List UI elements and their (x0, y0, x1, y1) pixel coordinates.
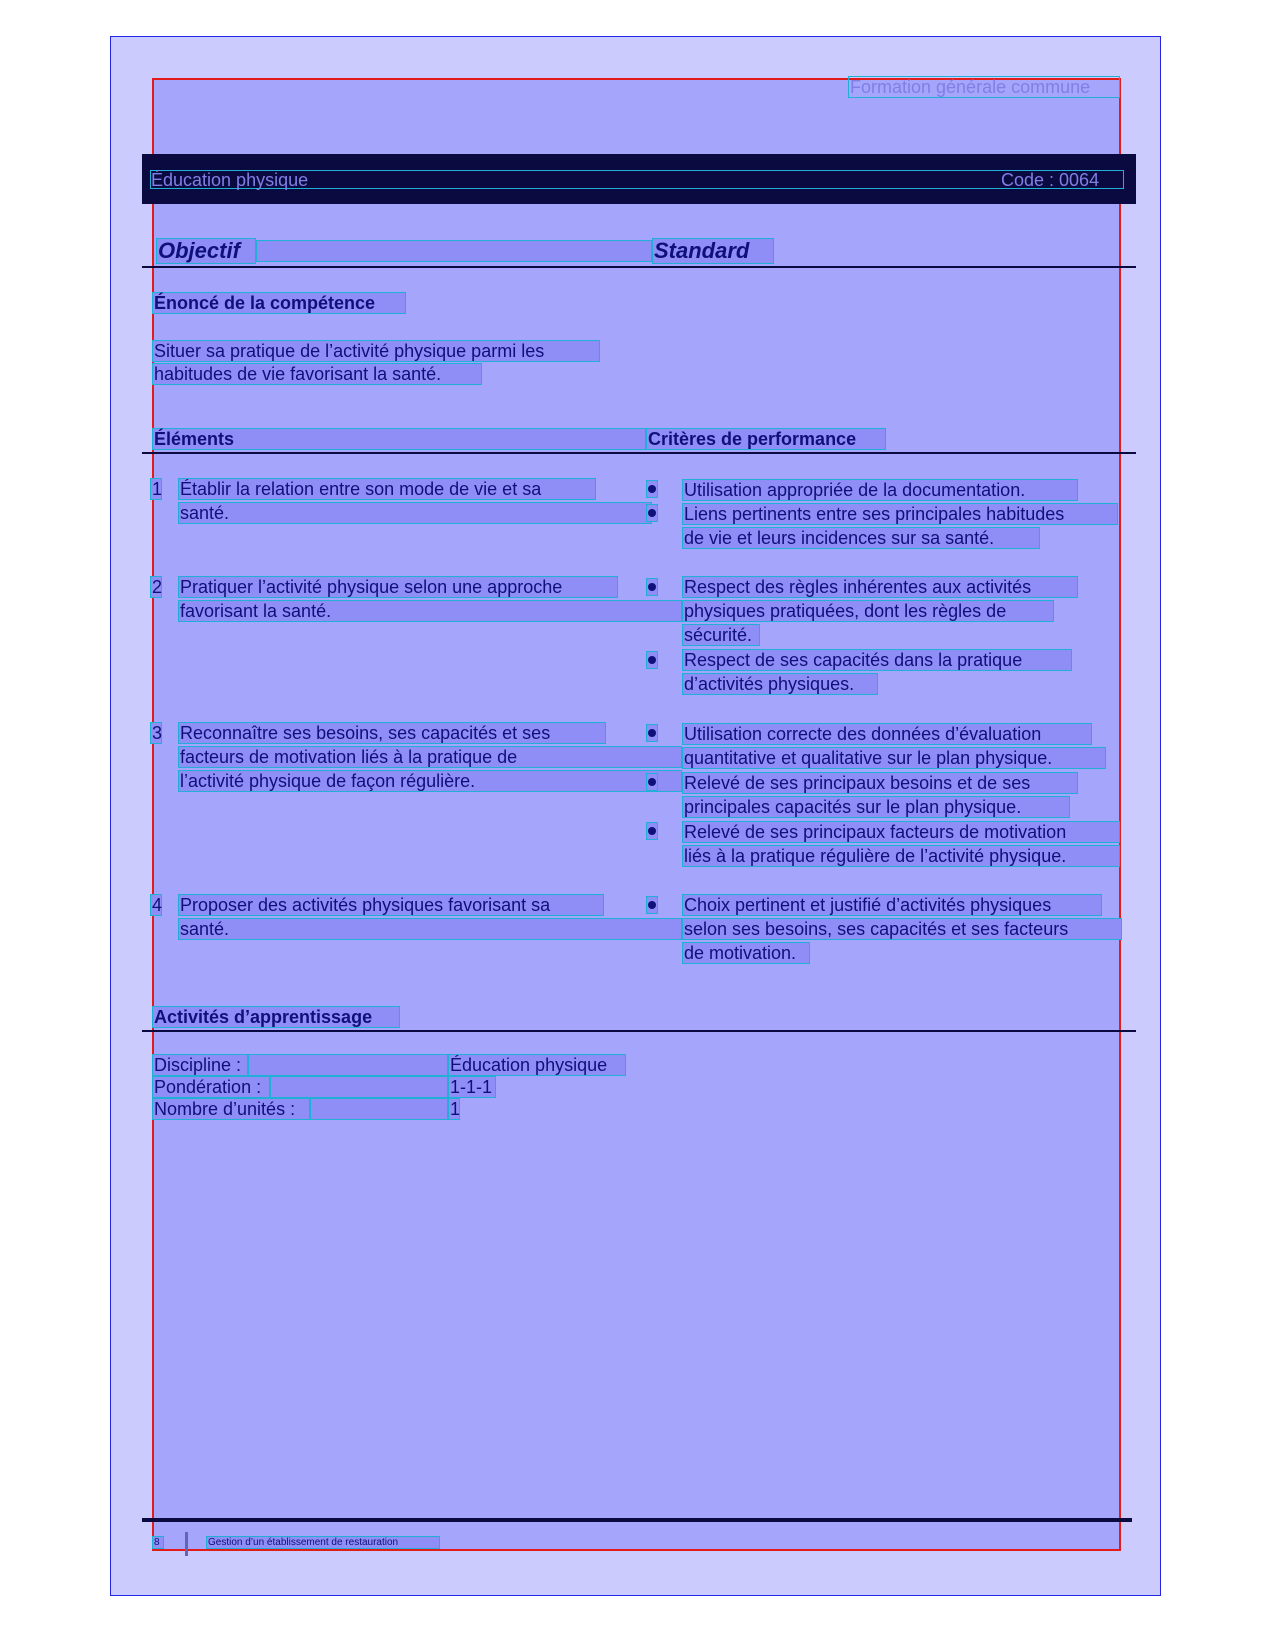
criterion-text: de motivation. (682, 942, 810, 964)
bullet-icon (648, 729, 656, 737)
activity-value: 1 (450, 1099, 461, 1119)
label-spacer (248, 1054, 448, 1076)
element-text: Établir la relation entre son mode de vie et sa (178, 478, 596, 500)
activity-label: Discipline : (152, 1054, 248, 1076)
criterion-text: selon ses besoins, ses capacités et ses facteurs (682, 918, 1122, 940)
bullet-icon (648, 778, 656, 786)
criterion-text: Respect des règles inhérentes aux activités (682, 576, 1078, 598)
element-text: Proposer des activités physiques favorisant sa (178, 894, 604, 916)
label-spacer (270, 1076, 448, 1098)
bullet-icon (648, 509, 656, 517)
activities-heading: Activités d’apprentissage (152, 1006, 400, 1028)
criterion-text: Relevé de ses principaux besoins et de ses (682, 772, 1078, 794)
heading-spacer (256, 240, 652, 262)
footer-separator (185, 1532, 188, 1556)
bullet-icon (648, 485, 656, 493)
element-text: Pratiquer l’activité physique selon une approche (178, 576, 618, 598)
element-number: 3 (152, 723, 163, 743)
element-text: santé. (178, 502, 652, 524)
element-text: Reconnaître ses besoins, ses capacités et ses (178, 722, 606, 744)
criterion-text: Choix pertinent et justifié d’activités physiques (682, 894, 1102, 916)
standard-heading: Standard (652, 238, 774, 264)
footer-program: Gestion d’un établissement de restauration (206, 1536, 440, 1549)
page-number: 8 (152, 1536, 164, 1549)
element-text: l’activité physique de façon régulière. (178, 770, 682, 792)
competence-line: habitudes de vie favorisant la santé. (152, 363, 482, 385)
course-title: Éducation physique (151, 170, 309, 190)
criterion-text: principales capacités sur le plan physique. (682, 796, 1070, 818)
element-text: facteurs de motivation liés à la pratique de (178, 746, 682, 768)
label-spacer (310, 1098, 448, 1120)
elements-heading: Éléments (152, 428, 646, 450)
criterion-text: sécurité. (682, 624, 760, 646)
program-name: Formation générale commune (848, 76, 1120, 98)
criterion-text: liés à la pratique régulière de l’activité physique. (682, 845, 1120, 867)
activity-value: Éducation physique (448, 1054, 626, 1076)
criteria-heading: Critères de performance (646, 428, 886, 450)
bullet-icon (648, 901, 656, 909)
competence-heading: Énoncé de la compétence (152, 292, 406, 314)
criterion-text: physiques pratiquées, dont les règles de (682, 600, 1054, 622)
divider (142, 266, 1136, 268)
criterion-text: Liens pertinents entre ses principales habitudes (682, 503, 1118, 525)
element-number: 2 (152, 577, 163, 597)
criterion-text: Respect de ses capacités dans la pratique (682, 649, 1072, 671)
bullet-icon (648, 827, 656, 835)
activity-label: Nombre d’unités : (152, 1098, 310, 1120)
divider (142, 1030, 1136, 1032)
criterion-text: Utilisation appropriée de la documentation. (682, 479, 1078, 501)
bullet-icon (648, 583, 656, 591)
course-code: Code : 0064 (1001, 170, 1100, 190)
element-number: 1 (152, 479, 163, 499)
criterion-text: Utilisation correcte des données d’évaluation (682, 723, 1092, 745)
criterion-text: d’activités physiques. (682, 673, 878, 695)
element-number: 4 (152, 895, 163, 915)
criterion-text: de vie et leurs incidences sur sa santé. (682, 527, 1040, 549)
footer-rule (142, 1518, 1132, 1522)
divider (142, 452, 1136, 454)
bullet-icon (648, 656, 656, 664)
element-text: santé. (178, 918, 682, 940)
criterion-text: Relevé de ses principaux facteurs de motivation (682, 821, 1120, 843)
element-text: favorisant la santé. (178, 600, 682, 622)
activity-value: 1-1-1 (448, 1076, 496, 1098)
objective-heading: Objectif (156, 238, 256, 264)
competence-line: Situer sa pratique de l’activité physique parmi les (152, 340, 600, 362)
criterion-text: quantitative et qualitative sur le plan physique. (682, 747, 1106, 769)
activity-label: Pondération : (152, 1076, 270, 1098)
